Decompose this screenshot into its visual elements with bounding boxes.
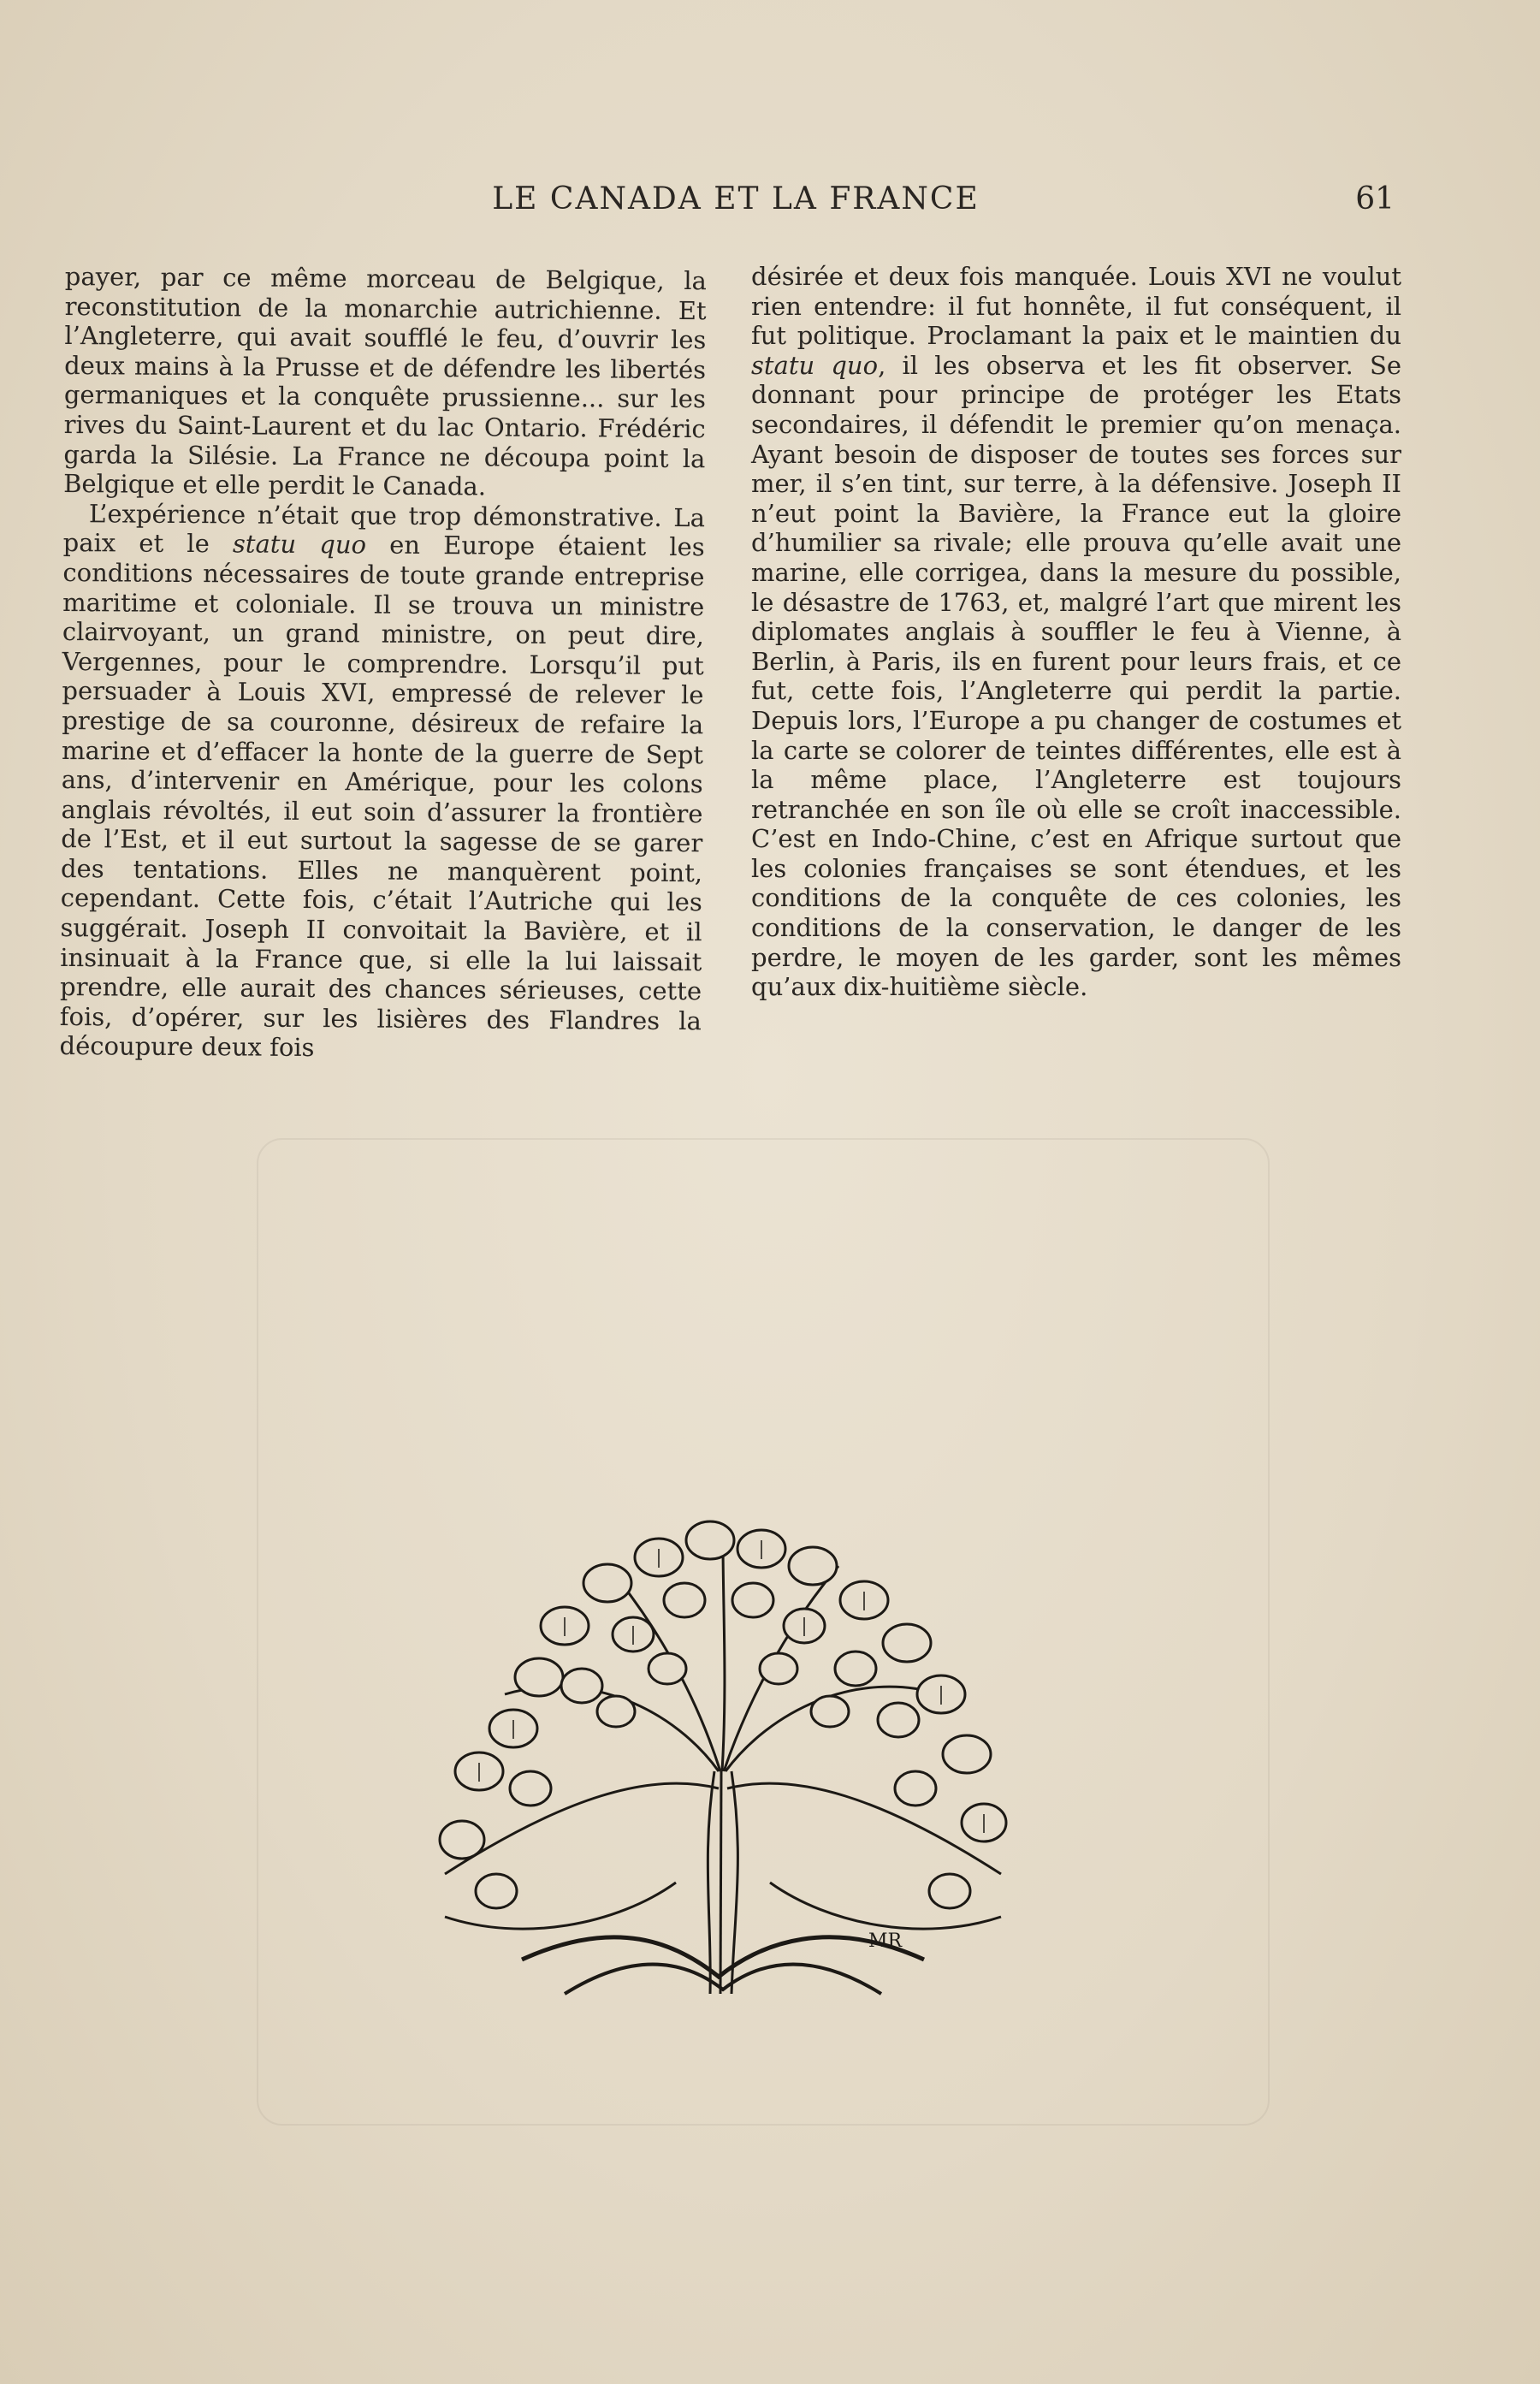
paragraph	[59, 499, 705, 1066]
leaf	[561, 1669, 602, 1703]
leaf	[649, 1653, 686, 1684]
leaf	[811, 1696, 849, 1727]
trunk-stroke	[708, 1771, 714, 1994]
italic-text: statu quo	[751, 350, 879, 380]
paragraph: payer, par ce même morceau de Belgique, la reconstitution de la monarchie autrichienne. Et l’Angleterre, qui avait soufflé le feu, d’ouvrir les deux mains à la Prusse et de défendre les libertés germaniques et la conquête prussienne... sur les rives du Saint-Laurent et du lac Ontario. Frédéric garda la Silésie. La France ne découpa point la Belgique et elle perdit le Canada.	[63, 262, 707, 501]
leaf	[440, 1821, 484, 1859]
leaf	[878, 1703, 919, 1737]
leaf	[732, 1583, 773, 1617]
left-column	[59, 262, 707, 1065]
leaf	[510, 1771, 551, 1806]
leaf	[835, 1652, 876, 1686]
leaf	[476, 1874, 517, 1908]
leaf	[883, 1624, 931, 1662]
leaf	[686, 1521, 734, 1559]
italic-text: statu quo	[232, 529, 367, 560]
leaf	[789, 1547, 837, 1585]
leaf	[583, 1564, 631, 1602]
right-column	[751, 262, 1401, 1002]
page-header	[68, 181, 1403, 233]
text-run: désirée et deux fois manquée. Louis XVI ne voulut rien entendre: il fut honnête, il fut conséquent, il fut politique. Proclamant la paix et le maintien du	[751, 262, 1401, 351]
trunk-stroke	[720, 1771, 721, 1994]
page-number: 61	[1355, 181, 1395, 216]
text-run: , il les observa et les fit observer. Se donnant pour principe de protéger les Etats secondaires, il défendit le premier qu’on menaça. Ayant besoin de disposer de toutes ses forces sur mer, il s’en tint, sur terre, à la défensive. Joseph II n’eut point la Bavière, la France eut la gloire d’humilier sa rivale; elle prouva qu’elle avait une marine, elle corrigea, dans la mesure du possible, le désastre de 1763, et, malgré l’art que mirent les diplomates anglais à souffler le feu à Vienne, à Berlin, à Paris, ils en furent pour leurs frais, et ce fut, cette fois, l’Angleterre qui perdit la partie. Depuis lors, l’Europe a pu changer de costumes et la carte se colorer de teintes différentes, elle est à la même place, l’Angleterre est toujours retranchée en son île où elle se croît inaccessible. C’est en Indo-Chine, c’est en Afrique surtout que les colonies françaises se sont étendues, et les conditions de la conquête de ces colonies, les conditions de la conservation, le danger de les perdre, le moyen de les garder, sont les mêmes qu’aux dix-huitième siècle.	[751, 350, 1402, 1002]
monogram: MR	[868, 1930, 903, 1952]
text-run: L’expérience n’était que trop démonstrative. La paix et le	[62, 498, 706, 559]
text-run: en Europe étaient les conditions nécessaires de toute grande entreprise maritime et coloniale. Il se trouva un ministre clairvoyant, un grand ministre, on peut dire, Vergennes, pour le comprendre. Lorsqu’il put persuader à Louis XVI, empressé de relever le prestige de sa couronne, désireux de refaire la marine et d’effacer la honte de la guerre de Sept ans, d’intervenir en Amérique, pour les colons anglais révoltés, il eut soin d’assurer la frontière de l’Est, et il eut surtout la sagesse de se garer des tentations. Elles ne manquèrent point, cependant. Cette fois, c’était l’Autriche qui les suggérait. Joseph II convoitait la Bavière, et il insinuait à la France que, si elle la lui laissait prendre, elle aurait des chances sérieuses, cette fois, d’opérer, sur les lisières des Flandres la découpure deux fois	[59, 530, 705, 1063]
trunk-stroke	[732, 1771, 737, 1994]
leaf	[515, 1658, 563, 1696]
leaf	[943, 1735, 991, 1773]
tree-ornament	[394, 1515, 1052, 2011]
leaf	[597, 1696, 635, 1727]
running-title: LE CANADA ET LA FRANCE	[492, 181, 980, 216]
leaf	[664, 1583, 705, 1617]
leaf	[929, 1874, 970, 1908]
leaf	[895, 1771, 936, 1806]
leaf	[760, 1653, 797, 1684]
paragraph	[751, 262, 1401, 1002]
